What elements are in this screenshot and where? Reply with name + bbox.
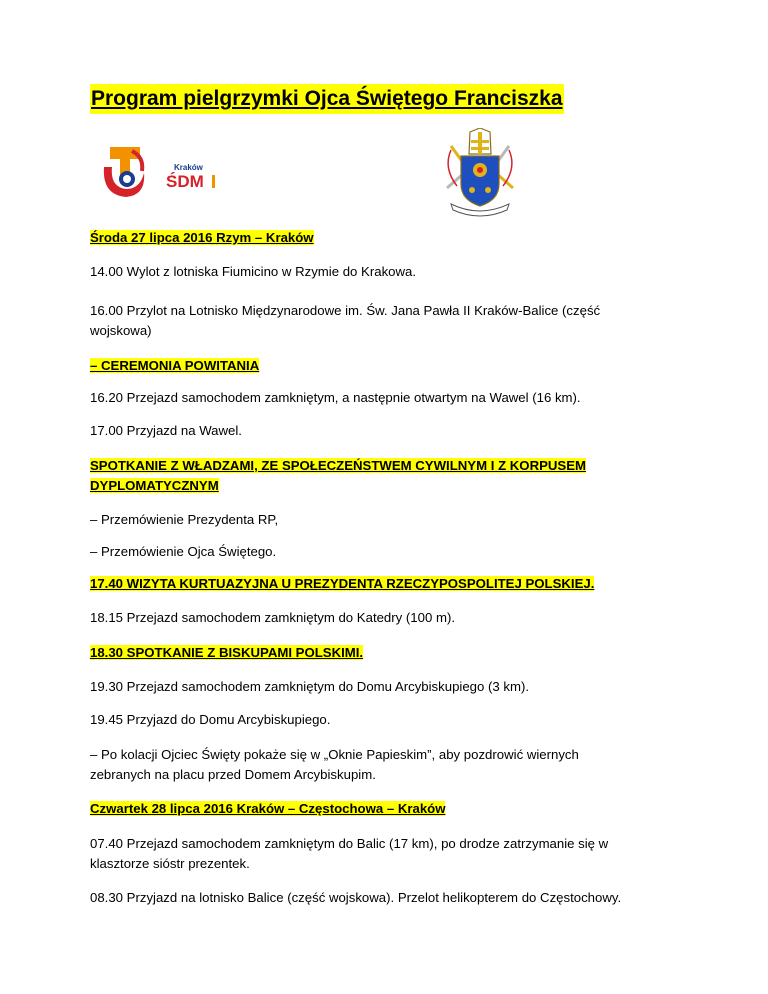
schedule-item: 18.15 Przejazd samochodem zamkniętym do Katedry (100 m). <box>90 610 456 625</box>
coat-of-arms-icon <box>437 128 523 218</box>
schedule-item: 08.30 Przyjazd na lotnisko Balice (część wojskowa). Przelot helikopterem do Częstochowy. <box>90 890 622 905</box>
schedule-item: 19.45 Przyjazd do Domu Arcybiskupiego. <box>90 712 331 727</box>
schedule-item: – Po kolacji Ojciec Święty pokaże się w „Oknie Papieskim”, aby pozdrowić wiernych zebranych na placu przed Domem Arcybiskupim. <box>90 747 579 782</box>
day-heading-thursday: Czwartek 28 lipca 2016 Kraków – Częstochowa – Kraków <box>90 801 446 816</box>
schedule-item: – Przemówienie Prezydenta RP, <box>90 512 279 527</box>
visit-heading: 17.40 WIZYTA KURTUAZYJNA U PREZYDENTA RZECZYPOSPOLITEJ POLSKIEJ. <box>90 576 595 591</box>
sdm-krakow-logo <box>92 137 220 205</box>
bishops-heading: 18.30 SPOTKANIE Z BISKUPAMI POLSKIMI. <box>90 645 364 660</box>
schedule-item: 17.00 Przyjazd na Wawel. <box>90 423 242 438</box>
ceremony-heading: – CEREMONIA POWITANIA <box>90 358 260 373</box>
page-title: Program pielgrzymki Ojca Świętego Franciszka <box>90 84 564 114</box>
sdm-logo-name: ŚDM <box>166 172 204 191</box>
schedule-item: 16.20 Przejazd samochodem zamkniętym, a następnie otwartym na Wawel (16 km). <box>90 390 581 405</box>
schedule-item: 14.00 Wylot z lotniska Fiumicino w Rzymie do Krakowa. <box>90 264 417 279</box>
schedule-item: – Przemówienie Ojca Świętego. <box>90 544 277 559</box>
papal-coat-of-arms <box>437 128 523 218</box>
schedule-item: 16.00 Przylot na Lotnisko Międzynarodowe im. Św. Jana Pawła II Kraków-Balice (część wojskowa) <box>90 303 601 338</box>
day-heading-wednesday: Środa 27 lipca 2016 Rzym – Kraków <box>90 230 314 245</box>
sdm-logo-icon <box>92 137 220 205</box>
schedule-item: 07.40 Przejazd samochodem zamkniętym do Balic (17 km), po drodze zatrzymanie się w klasztorze sióstr prezentek. <box>90 836 609 871</box>
schedule-item: 19.30 Przejazd samochodem zamkniętym do Domu Arcybiskupiego (3 km). <box>90 679 530 694</box>
sdm-logo-city: Kraków <box>174 163 203 172</box>
meeting-heading: SPOTKANIE Z WŁADZAMI, ZE SPOŁECZEŃSTWEM CYWILNYM I Z KORPUSEM DYPLOMATYCZNYM <box>90 458 586 493</box>
